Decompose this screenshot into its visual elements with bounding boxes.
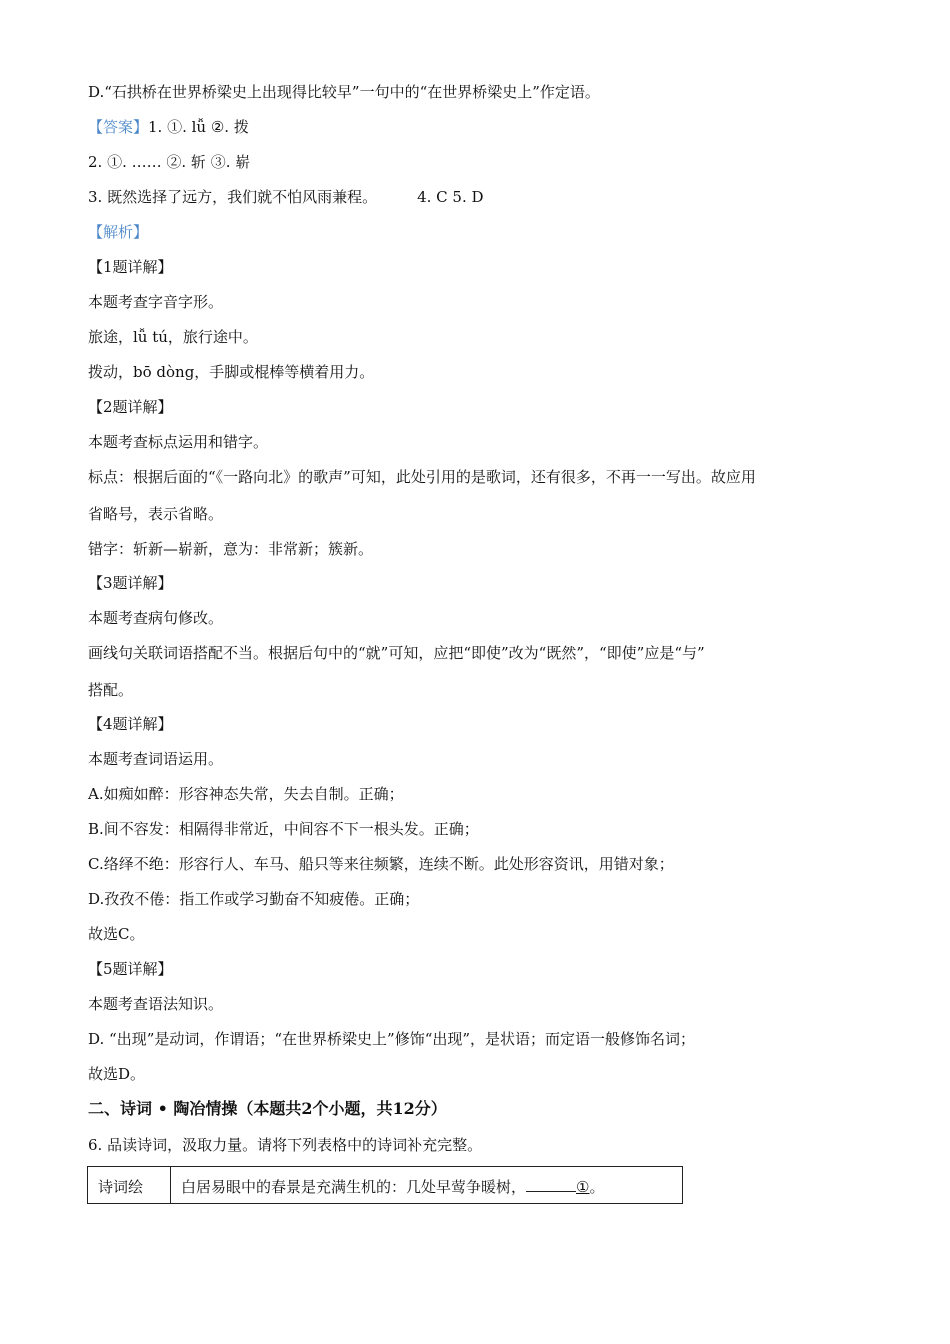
q3-para-3: 搭配。 [88, 681, 134, 699]
blank-marker: ① [576, 1178, 590, 1196]
q1-para-1: 本题考查字音字形。 [88, 293, 224, 311]
answer-line-3 [88, 187, 484, 207]
poem-table [87, 1166, 683, 1204]
q2-para-3: 省略号，表示省略。 [88, 505, 224, 523]
q5-para-2: D. “出现”是动词，作谓语；“在世界桥梁史上”修饰“出现”，是状语；而定语一般修饰名词； [88, 1030, 696, 1048]
q4-option-d: D.孜孜不倦：指工作或学习勤奋不知疲倦。正确； [88, 890, 420, 908]
q4-option-b: B.间不容发：相隔得非常近，中间容不下一根头发。正确； [88, 820, 479, 838]
poem-table-label: 诗词绘 [88, 1167, 171, 1203]
answer-4-5-text: 4. C 5. D [417, 188, 484, 206]
answer-blank[interactable] [526, 1177, 576, 1192]
q4-conclusion: 故选C。 [88, 925, 145, 943]
q4-para-1: 本题考查词语运用。 [88, 750, 224, 768]
answer-tag: 【答案】 [88, 118, 149, 136]
q2-para-2: 标点：根据后面的“《一路向北》的歌声”可知，此处引用的是歌词，还有很多，不再一一写出。故应用 [88, 468, 756, 486]
q4-option-a: A.如痴如醉：形容神态失常，失去自制。正确； [88, 785, 404, 803]
q4-heading: 【4题详解】 [88, 715, 173, 733]
q1-para-2: 旅途，lǚ tú，旅行途中。 [88, 328, 258, 346]
answer-3-text: 3. 既然选择了远方，我们就不怕风雨兼程。 [88, 188, 378, 206]
option-d-line: D.“石拱桥在世界桥梁史上出现得比较早”一句中的“在世界桥梁史上”作定语。 [88, 83, 600, 101]
q3-heading: 【3题详解】 [88, 574, 173, 592]
q5-heading: 【5题详解】 [88, 960, 173, 978]
q1-para-3: 拨动，bō dòng，手脚或棍棒等横着用力。 [88, 363, 375, 381]
q4-option-c: C.络绎不绝：形容行人、车马、船只等来往频繁，连续不断。此处形容资讯，用错对象； [88, 855, 674, 873]
q2-para-1: 本题考查标点运用和错字。 [88, 433, 269, 451]
section-2-title: 二、诗词 • 陶冶情操（本题共2个小题，共12分） [88, 1099, 447, 1118]
q3-para-1: 本题考查病句修改。 [88, 609, 224, 627]
q5-conclusion: 故选D。 [88, 1065, 146, 1083]
answer-1-text: 1. ①. lǚ ②. 拨 [148, 118, 249, 136]
poem-table-content [171, 1167, 682, 1203]
poem-line-end: 。 [589, 1178, 605, 1196]
q2-heading: 【2题详解】 [88, 398, 173, 416]
analysis-tag: 【解析】 [88, 223, 149, 241]
question-6: 6. 品读诗词，汲取力量。请将下列表格中的诗词补充完整。 [88, 1136, 483, 1154]
poem-line-text: 白居易眼中的春景是充满生机的：几处早莺争暖树， [181, 1178, 527, 1196]
q1-heading: 【1题详解】 [88, 258, 173, 276]
answer-line-2: 2. ①. …… ②. 斩 ③. 崭 [88, 153, 251, 171]
q2-para-4: 错字：斩新—崭新，意为：非常新；簇新。 [88, 540, 374, 558]
q5-para-1: 本题考查语法知识。 [88, 995, 224, 1013]
q3-para-2: 画线句关联词语搭配不当。根据后句中的“就”可知，应把“即使”改为“既然”，“即使”应是“与” [88, 644, 705, 662]
answer-line-1 [88, 117, 249, 137]
